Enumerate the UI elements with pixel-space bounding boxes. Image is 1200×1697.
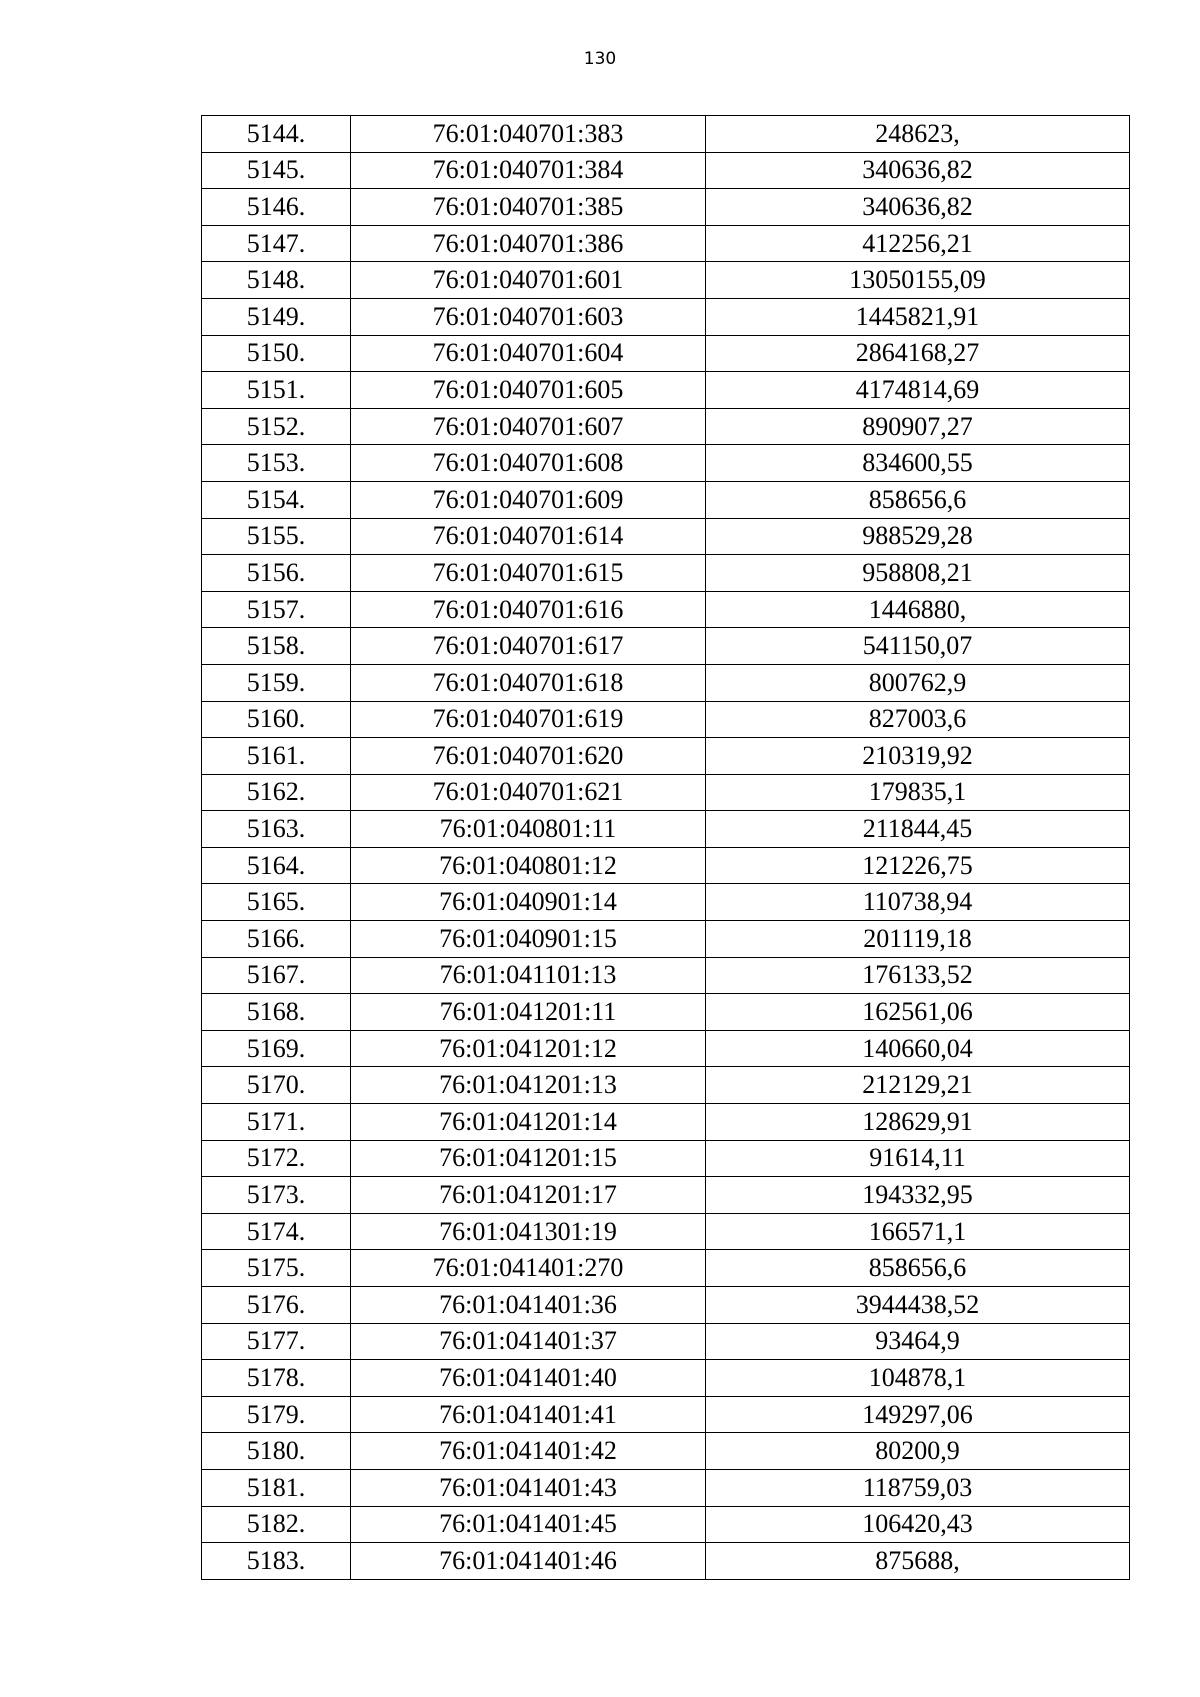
table-row xyxy=(202,774,1130,811)
row-number-cell: 5148. xyxy=(202,262,351,299)
cadastral-number-cell: 76:01:040701:383 xyxy=(351,116,706,153)
cadastral-number-cell: 76:01:040901:15 xyxy=(351,921,706,958)
row-number-cell: 5182. xyxy=(202,1506,351,1543)
cadastral-number-cell: 76:01:040701:615 xyxy=(351,555,706,592)
table-row xyxy=(202,994,1130,1031)
cadastral-value-cell: 1445821,91 xyxy=(706,298,1130,335)
cadastral-number-cell: 76:01:041201:13 xyxy=(351,1067,706,1104)
table-row xyxy=(202,811,1130,848)
cadastral-number-cell: 76:01:040701:618 xyxy=(351,664,706,701)
cadastral-number-cell: 76:01:041401:45 xyxy=(351,1506,706,1543)
row-number-cell: 5151. xyxy=(202,372,351,409)
cadastral-value-cell: 875688, xyxy=(706,1543,1130,1580)
table-row xyxy=(202,372,1130,409)
row-number-cell: 5180. xyxy=(202,1433,351,1470)
cadastral-value-cell: 210319,92 xyxy=(706,738,1130,775)
table-row xyxy=(202,957,1130,994)
row-number-cell: 5152. xyxy=(202,408,351,445)
row-number-cell: 5146. xyxy=(202,189,351,226)
table-row xyxy=(202,298,1130,335)
row-number-cell: 5166. xyxy=(202,921,351,958)
cadastral-number-cell: 76:01:041401:41 xyxy=(351,1396,706,1433)
cadastral-number-cell: 76:01:041401:270 xyxy=(351,1250,706,1287)
cadastral-value-cell: 162561,06 xyxy=(706,994,1130,1031)
table-row xyxy=(202,1287,1130,1324)
table-row xyxy=(202,152,1130,189)
row-number-cell: 5177. xyxy=(202,1323,351,1360)
cadastral-number-cell: 76:01:040801:12 xyxy=(351,847,706,884)
row-number-cell: 5163. xyxy=(202,811,351,848)
row-number-cell: 5170. xyxy=(202,1067,351,1104)
table-row xyxy=(202,884,1130,921)
cadastral-value-cell: 212129,21 xyxy=(706,1067,1130,1104)
cadastral-number-cell: 76:01:040701:386 xyxy=(351,225,706,262)
cadastral-value-cell: 834600,55 xyxy=(706,445,1130,482)
cadastral-value-cell: 541150,07 xyxy=(706,628,1130,665)
table-row xyxy=(202,1067,1130,1104)
cadastral-number-cell: 76:01:041201:12 xyxy=(351,1030,706,1067)
table-row xyxy=(202,1469,1130,1506)
table-row xyxy=(202,1250,1130,1287)
table-row xyxy=(202,1360,1130,1397)
cadastral-value-cell: 340636,82 xyxy=(706,189,1130,226)
table-row xyxy=(202,921,1130,958)
cadastral-number-cell: 76:01:040701:614 xyxy=(351,518,706,555)
row-number-cell: 5157. xyxy=(202,591,351,628)
table-row xyxy=(202,1213,1130,1250)
cadastral-number-cell: 76:01:040701:619 xyxy=(351,701,706,738)
cadastral-value-cell: 858656,6 xyxy=(706,1250,1130,1287)
table-row xyxy=(202,1323,1130,1360)
cadastral-value-cell: 988529,28 xyxy=(706,518,1130,555)
table-row xyxy=(202,1543,1130,1580)
cadastral-value-table xyxy=(201,115,1130,1580)
table-row xyxy=(202,628,1130,665)
table-row xyxy=(202,1177,1130,1214)
table-row xyxy=(202,445,1130,482)
cadastral-value-cell: 110738,94 xyxy=(706,884,1130,921)
cadastral-number-cell: 76:01:040701:603 xyxy=(351,298,706,335)
cadastral-value-cell: 890907,27 xyxy=(706,408,1130,445)
row-number-cell: 5145. xyxy=(202,152,351,189)
row-number-cell: 5165. xyxy=(202,884,351,921)
table-row xyxy=(202,1433,1130,1470)
cadastral-number-cell: 76:01:041401:40 xyxy=(351,1360,706,1397)
table-row xyxy=(202,1030,1130,1067)
cadastral-value-cell: 211844,45 xyxy=(706,811,1130,848)
cadastral-number-cell: 76:01:040701:620 xyxy=(351,738,706,775)
cadastral-value-cell: 1446880, xyxy=(706,591,1130,628)
cadastral-number-cell: 76:01:040701:608 xyxy=(351,445,706,482)
table-body xyxy=(202,116,1130,1580)
cadastral-number-cell: 76:01:041301:19 xyxy=(351,1213,706,1250)
table-row xyxy=(202,1140,1130,1177)
cadastral-value-cell: 93464,9 xyxy=(706,1323,1130,1360)
cadastral-value-cell: 3944438,52 xyxy=(706,1287,1130,1324)
cadastral-number-cell: 76:01:040801:11 xyxy=(351,811,706,848)
row-number-cell: 5179. xyxy=(202,1396,351,1433)
row-number-cell: 5154. xyxy=(202,481,351,518)
cadastral-number-cell: 76:01:041101:13 xyxy=(351,957,706,994)
table-row xyxy=(202,738,1130,775)
cadastral-value-cell: 128629,91 xyxy=(706,1104,1130,1141)
cadastral-value-cell: 104878,1 xyxy=(706,1360,1130,1397)
table-row xyxy=(202,1396,1130,1433)
cadastral-value-cell: 80200,9 xyxy=(706,1433,1130,1470)
cadastral-value-cell: 106420,43 xyxy=(706,1506,1130,1543)
row-number-cell: 5149. xyxy=(202,298,351,335)
table-row xyxy=(202,1104,1130,1141)
row-number-cell: 5147. xyxy=(202,225,351,262)
row-number-cell: 5183. xyxy=(202,1543,351,1580)
row-number-cell: 5167. xyxy=(202,957,351,994)
row-number-cell: 5161. xyxy=(202,738,351,775)
table-row xyxy=(202,225,1130,262)
cadastral-value-cell: 4174814,69 xyxy=(706,372,1130,409)
cadastral-value-cell: 140660,04 xyxy=(706,1030,1130,1067)
row-number-cell: 5173. xyxy=(202,1177,351,1214)
cadastral-value-cell: 121226,75 xyxy=(706,847,1130,884)
cadastral-value-cell: 176133,52 xyxy=(706,957,1130,994)
row-number-cell: 5162. xyxy=(202,774,351,811)
table-row xyxy=(202,335,1130,372)
cadastral-number-cell: 76:01:040701:601 xyxy=(351,262,706,299)
cadastral-value-cell: 412256,21 xyxy=(706,225,1130,262)
row-number-cell: 5171. xyxy=(202,1104,351,1141)
page-number: 130 xyxy=(583,49,617,69)
row-number-cell: 5160. xyxy=(202,701,351,738)
cadastral-number-cell: 76:01:041201:17 xyxy=(351,1177,706,1214)
row-number-cell: 5164. xyxy=(202,847,351,884)
row-number-cell: 5181. xyxy=(202,1469,351,1506)
table-row xyxy=(202,591,1130,628)
cadastral-value-cell: 340636,82 xyxy=(706,152,1130,189)
cadastral-number-cell: 76:01:041201:14 xyxy=(351,1104,706,1141)
row-number-cell: 5178. xyxy=(202,1360,351,1397)
table-row xyxy=(202,116,1130,153)
cadastral-number-cell: 76:01:041201:11 xyxy=(351,994,706,1031)
cadastral-number-cell: 76:01:041401:43 xyxy=(351,1469,706,1506)
cadastral-number-cell: 76:01:040701:617 xyxy=(351,628,706,665)
row-number-cell: 5176. xyxy=(202,1287,351,1324)
cadastral-value-cell: 858656,6 xyxy=(706,481,1130,518)
cadastral-number-cell: 76:01:040701:616 xyxy=(351,591,706,628)
row-number-cell: 5159. xyxy=(202,664,351,701)
cadastral-number-cell: 76:01:040701:607 xyxy=(351,408,706,445)
table-row xyxy=(202,518,1130,555)
cadastral-value-cell: 91614,11 xyxy=(706,1140,1130,1177)
cadastral-value-cell: 248623, xyxy=(706,116,1130,153)
row-number-cell: 5172. xyxy=(202,1140,351,1177)
row-number-cell: 5144. xyxy=(202,116,351,153)
table-row xyxy=(202,555,1130,592)
row-number-cell: 5156. xyxy=(202,555,351,592)
table-row xyxy=(202,701,1130,738)
table-row xyxy=(202,481,1130,518)
cadastral-number-cell: 76:01:040701:384 xyxy=(351,152,706,189)
cadastral-number-cell: 76:01:041401:46 xyxy=(351,1543,706,1580)
row-number-cell: 5153. xyxy=(202,445,351,482)
cadastral-value-cell: 827003,6 xyxy=(706,701,1130,738)
row-number-cell: 5174. xyxy=(202,1213,351,1250)
cadastral-number-cell: 76:01:041201:15 xyxy=(351,1140,706,1177)
cadastral-value-cell: 149297,06 xyxy=(706,1396,1130,1433)
cadastral-value-cell: 179835,1 xyxy=(706,774,1130,811)
cadastral-value-cell: 2864168,27 xyxy=(706,335,1130,372)
cadastral-value-cell: 201119,18 xyxy=(706,921,1130,958)
table-row xyxy=(202,189,1130,226)
table-row xyxy=(202,1506,1130,1543)
cadastral-number-cell: 76:01:041401:42 xyxy=(351,1433,706,1470)
table-row xyxy=(202,262,1130,299)
table-row xyxy=(202,664,1130,701)
row-number-cell: 5169. xyxy=(202,1030,351,1067)
cadastral-number-cell: 76:01:040701:385 xyxy=(351,189,706,226)
cadastral-value-cell: 13050155,09 xyxy=(706,262,1130,299)
row-number-cell: 5150. xyxy=(202,335,351,372)
cadastral-value-cell: 958808,21 xyxy=(706,555,1130,592)
cadastral-number-cell: 76:01:040701:604 xyxy=(351,335,706,372)
cadastral-number-cell: 76:01:040901:14 xyxy=(351,884,706,921)
cadastral-number-cell: 76:01:040701:609 xyxy=(351,481,706,518)
cadastral-number-cell: 76:01:040701:605 xyxy=(351,372,706,409)
table-row xyxy=(202,408,1130,445)
cadastral-value-cell: 166571,1 xyxy=(706,1213,1130,1250)
row-number-cell: 5155. xyxy=(202,518,351,555)
cadastral-value-cell: 194332,95 xyxy=(706,1177,1130,1214)
cadastral-value-cell: 118759,03 xyxy=(706,1469,1130,1506)
cadastral-number-cell: 76:01:041401:37 xyxy=(351,1323,706,1360)
row-number-cell: 5158. xyxy=(202,628,351,665)
cadastral-number-cell: 76:01:041401:36 xyxy=(351,1287,706,1324)
cadastral-number-cell: 76:01:040701:621 xyxy=(351,774,706,811)
row-number-cell: 5168. xyxy=(202,994,351,1031)
table-row xyxy=(202,847,1130,884)
row-number-cell: 5175. xyxy=(202,1250,351,1287)
cadastral-value-cell: 800762,9 xyxy=(706,664,1130,701)
